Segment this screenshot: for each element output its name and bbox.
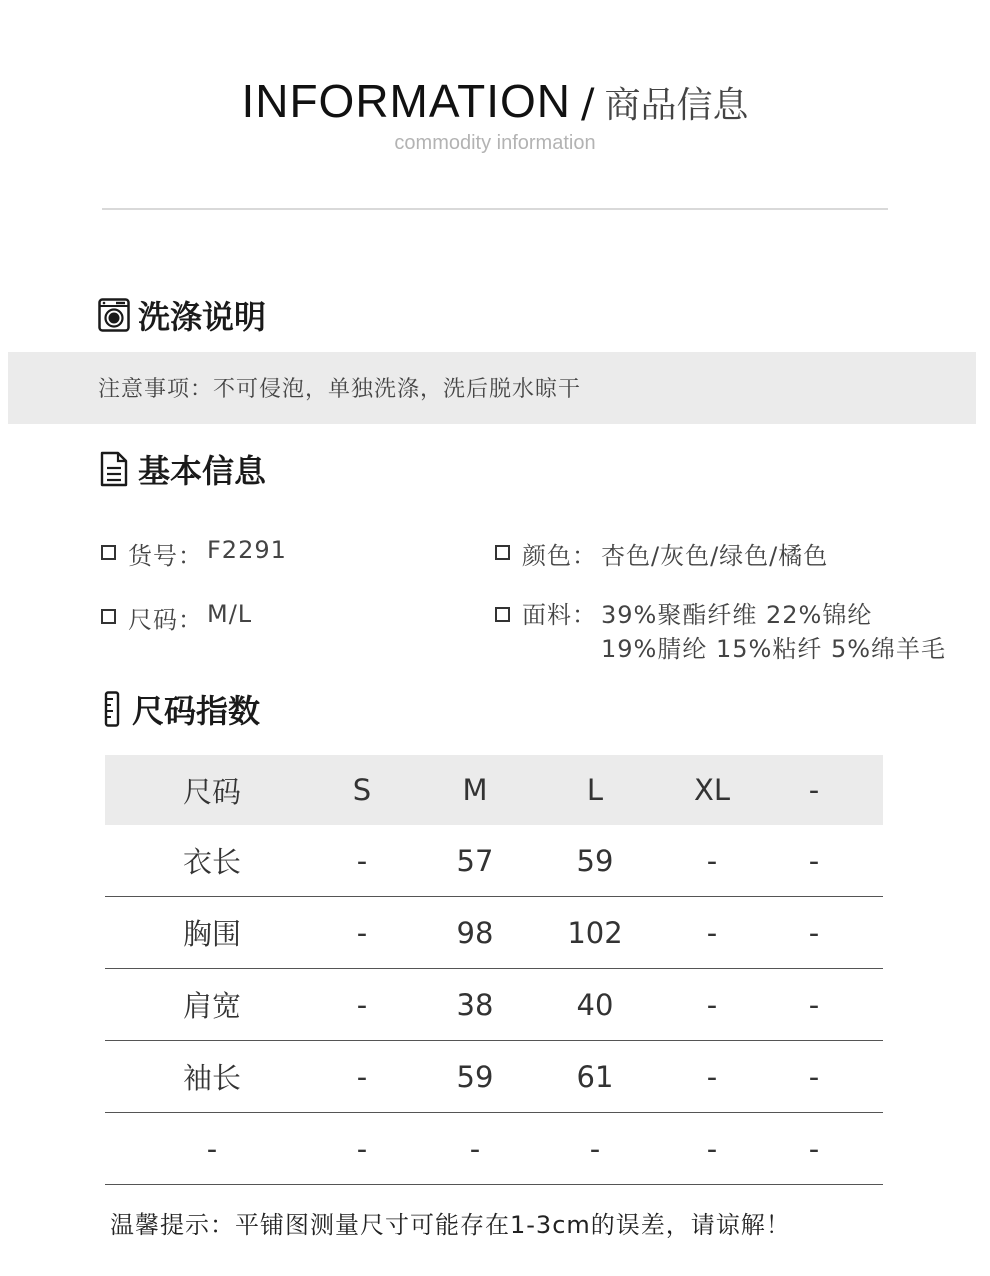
checkbox-icon — [495, 545, 510, 560]
table-cell: 102 — [567, 915, 623, 950]
column-header: L — [586, 773, 604, 807]
table-cell: - — [589, 1131, 601, 1166]
ruler-icon — [98, 691, 126, 727]
table-cell: 38 — [456, 987, 494, 1022]
column-header: 尺码 — [182, 774, 241, 809]
table-cell: - — [706, 1131, 718, 1166]
table-cell: - — [706, 843, 718, 878]
table-cell: - — [356, 987, 368, 1022]
washing-machine-icon — [96, 297, 132, 333]
checkbox-icon — [101, 545, 116, 560]
title-slash: / — [581, 81, 595, 127]
column-header: - — [808, 773, 820, 807]
size-row — [101, 600, 252, 635]
table-cell: - — [808, 1131, 820, 1166]
table-cell: - — [206, 1131, 218, 1166]
column-header: XL — [693, 773, 731, 807]
color-row — [495, 536, 828, 571]
table-cell: - — [706, 987, 718, 1022]
table-cell: - — [808, 987, 820, 1022]
checkbox-icon — [495, 607, 510, 622]
title-chinese: 商品信息 — [604, 85, 749, 126]
table-cell: - — [808, 843, 820, 878]
care-heading — [96, 292, 266, 338]
table-row — [105, 969, 883, 1041]
table-cell: - — [356, 843, 368, 878]
color-label: 颜色： — [522, 542, 597, 570]
item-number-row — [101, 536, 287, 571]
fabric-line-1: 39%聚酯纤维 22%锦纶 — [601, 601, 873, 629]
table-cell: 59 — [576, 843, 614, 878]
table-cell: 98 — [456, 915, 494, 950]
table-cell: 衣长 — [182, 845, 241, 879]
table-cell: 袖长 — [182, 1061, 241, 1095]
size-value: M/L — [207, 600, 253, 628]
table-cell: 胸围 — [182, 917, 241, 951]
page-title — [0, 74, 990, 128]
basic-info-heading — [96, 446, 266, 492]
table-cell: - — [808, 915, 820, 950]
title-english: INFORMATION — [241, 75, 572, 127]
page-subtitle: commodity information — [394, 132, 596, 154]
table-cell: 61 — [576, 1059, 614, 1094]
table-cell: 59 — [456, 1059, 494, 1094]
table-cell: - — [706, 1059, 718, 1094]
color-value: 杏色/灰色/绿色/橘色 — [601, 542, 829, 570]
table-row — [105, 1113, 883, 1185]
size-table — [105, 755, 883, 1185]
size-chart-heading — [98, 686, 260, 732]
fabric-label: 面料： — [522, 601, 597, 629]
fabric-row — [495, 598, 946, 666]
item-number-label: 货号： — [128, 542, 203, 570]
table-header-row — [105, 755, 883, 825]
care-heading-text: 洗涤说明 — [138, 298, 267, 336]
header-divider — [102, 208, 888, 210]
column-header: M — [462, 773, 488, 807]
table-row — [105, 897, 883, 969]
checkbox-icon — [101, 609, 116, 624]
table-cell: - — [808, 1059, 820, 1094]
item-number-value: F2291 — [207, 536, 287, 564]
care-notice: 注意事项：不可侵泡，单独洗涤，洗后脱水晾干 — [98, 377, 582, 402]
table-cell: 40 — [576, 987, 614, 1022]
table-cell: - — [356, 915, 368, 950]
table-cell: - — [469, 1131, 481, 1166]
table-row — [105, 1041, 883, 1113]
table-cell: - — [356, 1059, 368, 1094]
table-cell: - — [706, 915, 718, 950]
table-row — [105, 825, 883, 897]
table-cell: 57 — [456, 843, 494, 878]
size-label: 尺码： — [128, 606, 203, 634]
table-cell: 肩宽 — [182, 989, 241, 1023]
measurement-note: 温馨提示：平铺图测量尺寸可能存在1-3cm的误差，请谅解！ — [110, 1211, 791, 1239]
fabric-line-2: 19%腈纶 15%粘纤 5%绵羊毛 — [601, 635, 947, 663]
fabric-value — [601, 598, 946, 666]
document-icon — [96, 451, 132, 487]
size-chart-heading-text: 尺码指数 — [132, 692, 261, 730]
basic-info-heading-text: 基本信息 — [138, 452, 267, 490]
table-cell: - — [356, 1131, 368, 1166]
column-header: S — [352, 773, 372, 807]
